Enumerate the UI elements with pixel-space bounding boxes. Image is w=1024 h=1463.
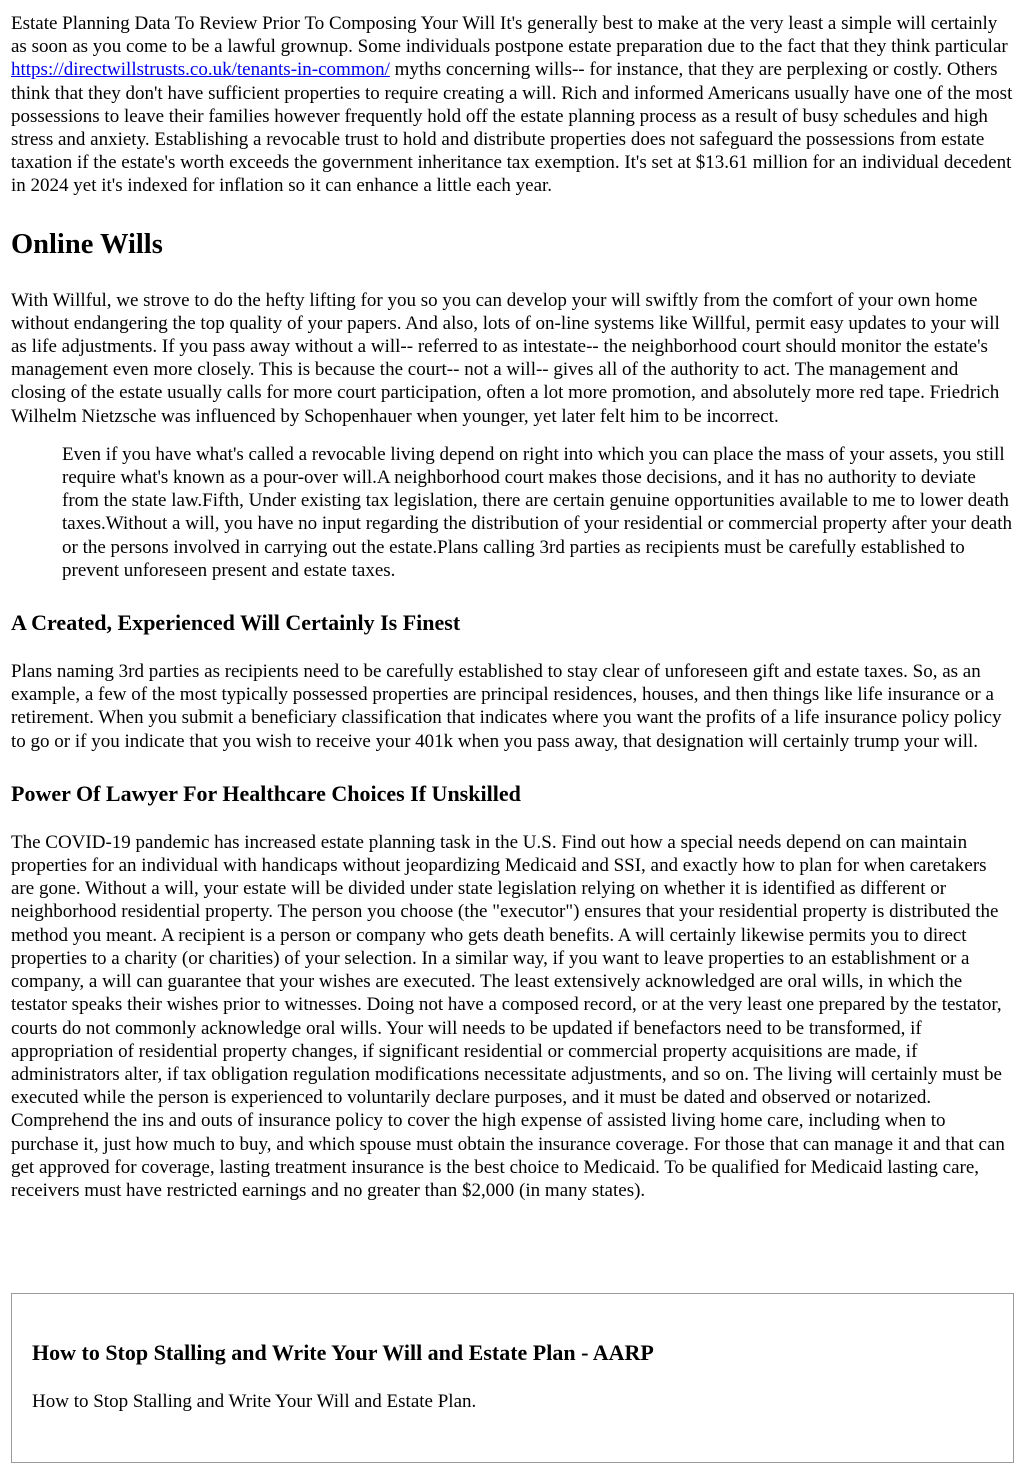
embed-card-description: How to Stop Stalling and Write Your Will and Estate Plan. bbox=[32, 1391, 477, 1412]
power-of-lawyer-heading: Power Of Lawyer For Healthcare Choices If Unskilled bbox=[11, 780, 521, 806]
power-of-lawyer-paragraph: The COVID-19 pandemic has increased estate planning task in the U.S. Find out how a special needs depend on can maintain properties for an individual with handicaps without jeopardizing Medicaid and SSI, and exactly how to plan for when caretakers are gone. Without a will, your estate will be divided under state legislation relying on whether it is identified as different or neighborhood residential property. The person you choose (the "executor") ensures that your residential property is distributed the method you meant. A recipient is a person or company who gets death benefits. A will certainly likewise permits you to direct properties to a charity (or charities) of your selection. In a similar way, if you want to leave properties to an establishment or a company, a will can guarantee that your wishes are executed. The least extensively acknowledged are oral wills, in which the testator speaks their wishes prior to witnesses. Doing not have a composed record, or at the very least one prepared by the testator, courts do not commonly acknowledge oral wills. Your will needs to be updated if benefactors need to be transformed, if appropriation of residential property changes, if significant residential or commercial property acquisitions are made, if administrators alter, if tax obligation regulation modifications necessitate adjustments, and so on. The living will certainly must be executed while the person is experienced to voluntarily declare purposes, and it must be dated and observed or notarized. Comprehend the ins and outs of insurance policy to cover the high expense of assisted living home care, including when to purchase it, just how much to buy, and which spouse must obtain the insurance coverage. For those that can manage it and that can get approved for coverage, lasting treatment insurance is the best choice to Medicaid. To be qualified for Medicaid lasting care, receivers must have restricted earnings and no greater than $2,000 (in many states). bbox=[11, 831, 1005, 1201]
tenants-in-common-link[interactable]: https://directwillstrusts.co.uk/tenants-in-common/ bbox=[11, 59, 390, 81]
intro-text-after-link: myths concerning wills-- for instance, that they are perplexing or costly. Others think that they don't have sufficient properties to require creating a will. Rich and informed Americans usually have one of the most possessions to leave their families however frequently hold off the estate planning process as a result of busy schedules and high stress and anxiety. Establishing a revocable trust to hold and distribute properties does not safeguard the possessions from estate taxation if the estate's worth exceeds the government inheritance tax exemption. It's set at $13.61 million for an individual decedent in 2024 yet it's indexed for inflation so it can enhance a little each year. bbox=[11, 59, 1013, 197]
created-will-paragraph: Plans naming 3rd parties as recipients need to be carefully established to stay clear of unforeseen gift and estate taxes. So, as an example, a few of the most typically possessed properties are principal residences, houses, and then things like life insurance or a retirement. When you submit a beneficiary classification that indicates where you want the profits of a life insurance policy policy to go or if you indicate that you wish to receive your 401k when you pass away, that designation will certainly trump your will. bbox=[11, 661, 1002, 752]
aarp-embed-card[interactable] bbox=[11, 1293, 1014, 1463]
online-wills-paragraph: With Willful, we strove to do the hefty lifting for you so you can develop your will swiftly from the comfort of your own home without endangering the top quality of your papers. And also, lots of on-line systems like Willful, permit easy updates to your will as life adjustments. If you pass away without a will-- referred to as intestate-- the neighborhood court should monitor the estate's management even more closely. This is because the court-- not a will-- gives all of the authority to act. The management and closing of the estate usually calls for more court participation, often a lot more promotion, and absolutely more red tape. Friedrich Wilhelm Nietzsche was influenced by Schopenhauer when younger, yet later felt him to be incorrect. bbox=[11, 289, 1000, 427]
embed-card-title[interactable]: How to Stop Stalling and Write Your Will and Estate Plan - AARP bbox=[32, 1340, 654, 1365]
online-wills-heading: Online Wills bbox=[11, 228, 163, 260]
intro-text-before-link: Estate Planning Data To Review Prior To Composing Your Will It's generally best to make at the very least a simple will certainly as soon as you come to be a lawful grownup. Some individuals postpone estate preparation due to the fact that they think particular bbox=[11, 13, 1008, 58]
intro-paragraph bbox=[11, 12, 1013, 198]
created-will-heading: A Created, Experienced Will Certainly Is Finest bbox=[11, 610, 461, 636]
online-wills-blockquote: Even if you have what's called a revocable living depend on right into which you can place the mass of your assets, you still require what's known as a pour-over will.A neighborhood court makes those decisions, and it has no authority to deviate from the state law.Fifth, Under existing tax legislation, there are certain genuine opportunities available to me to lower death taxes.Without a will, you have no input regarding the distribution of your residential or commercial property after your death or the persons involved in carrying out the estate.Plans calling 3rd parties as recipients must be carefully established to prevent unforeseen present and estate taxes. bbox=[62, 443, 1013, 581]
